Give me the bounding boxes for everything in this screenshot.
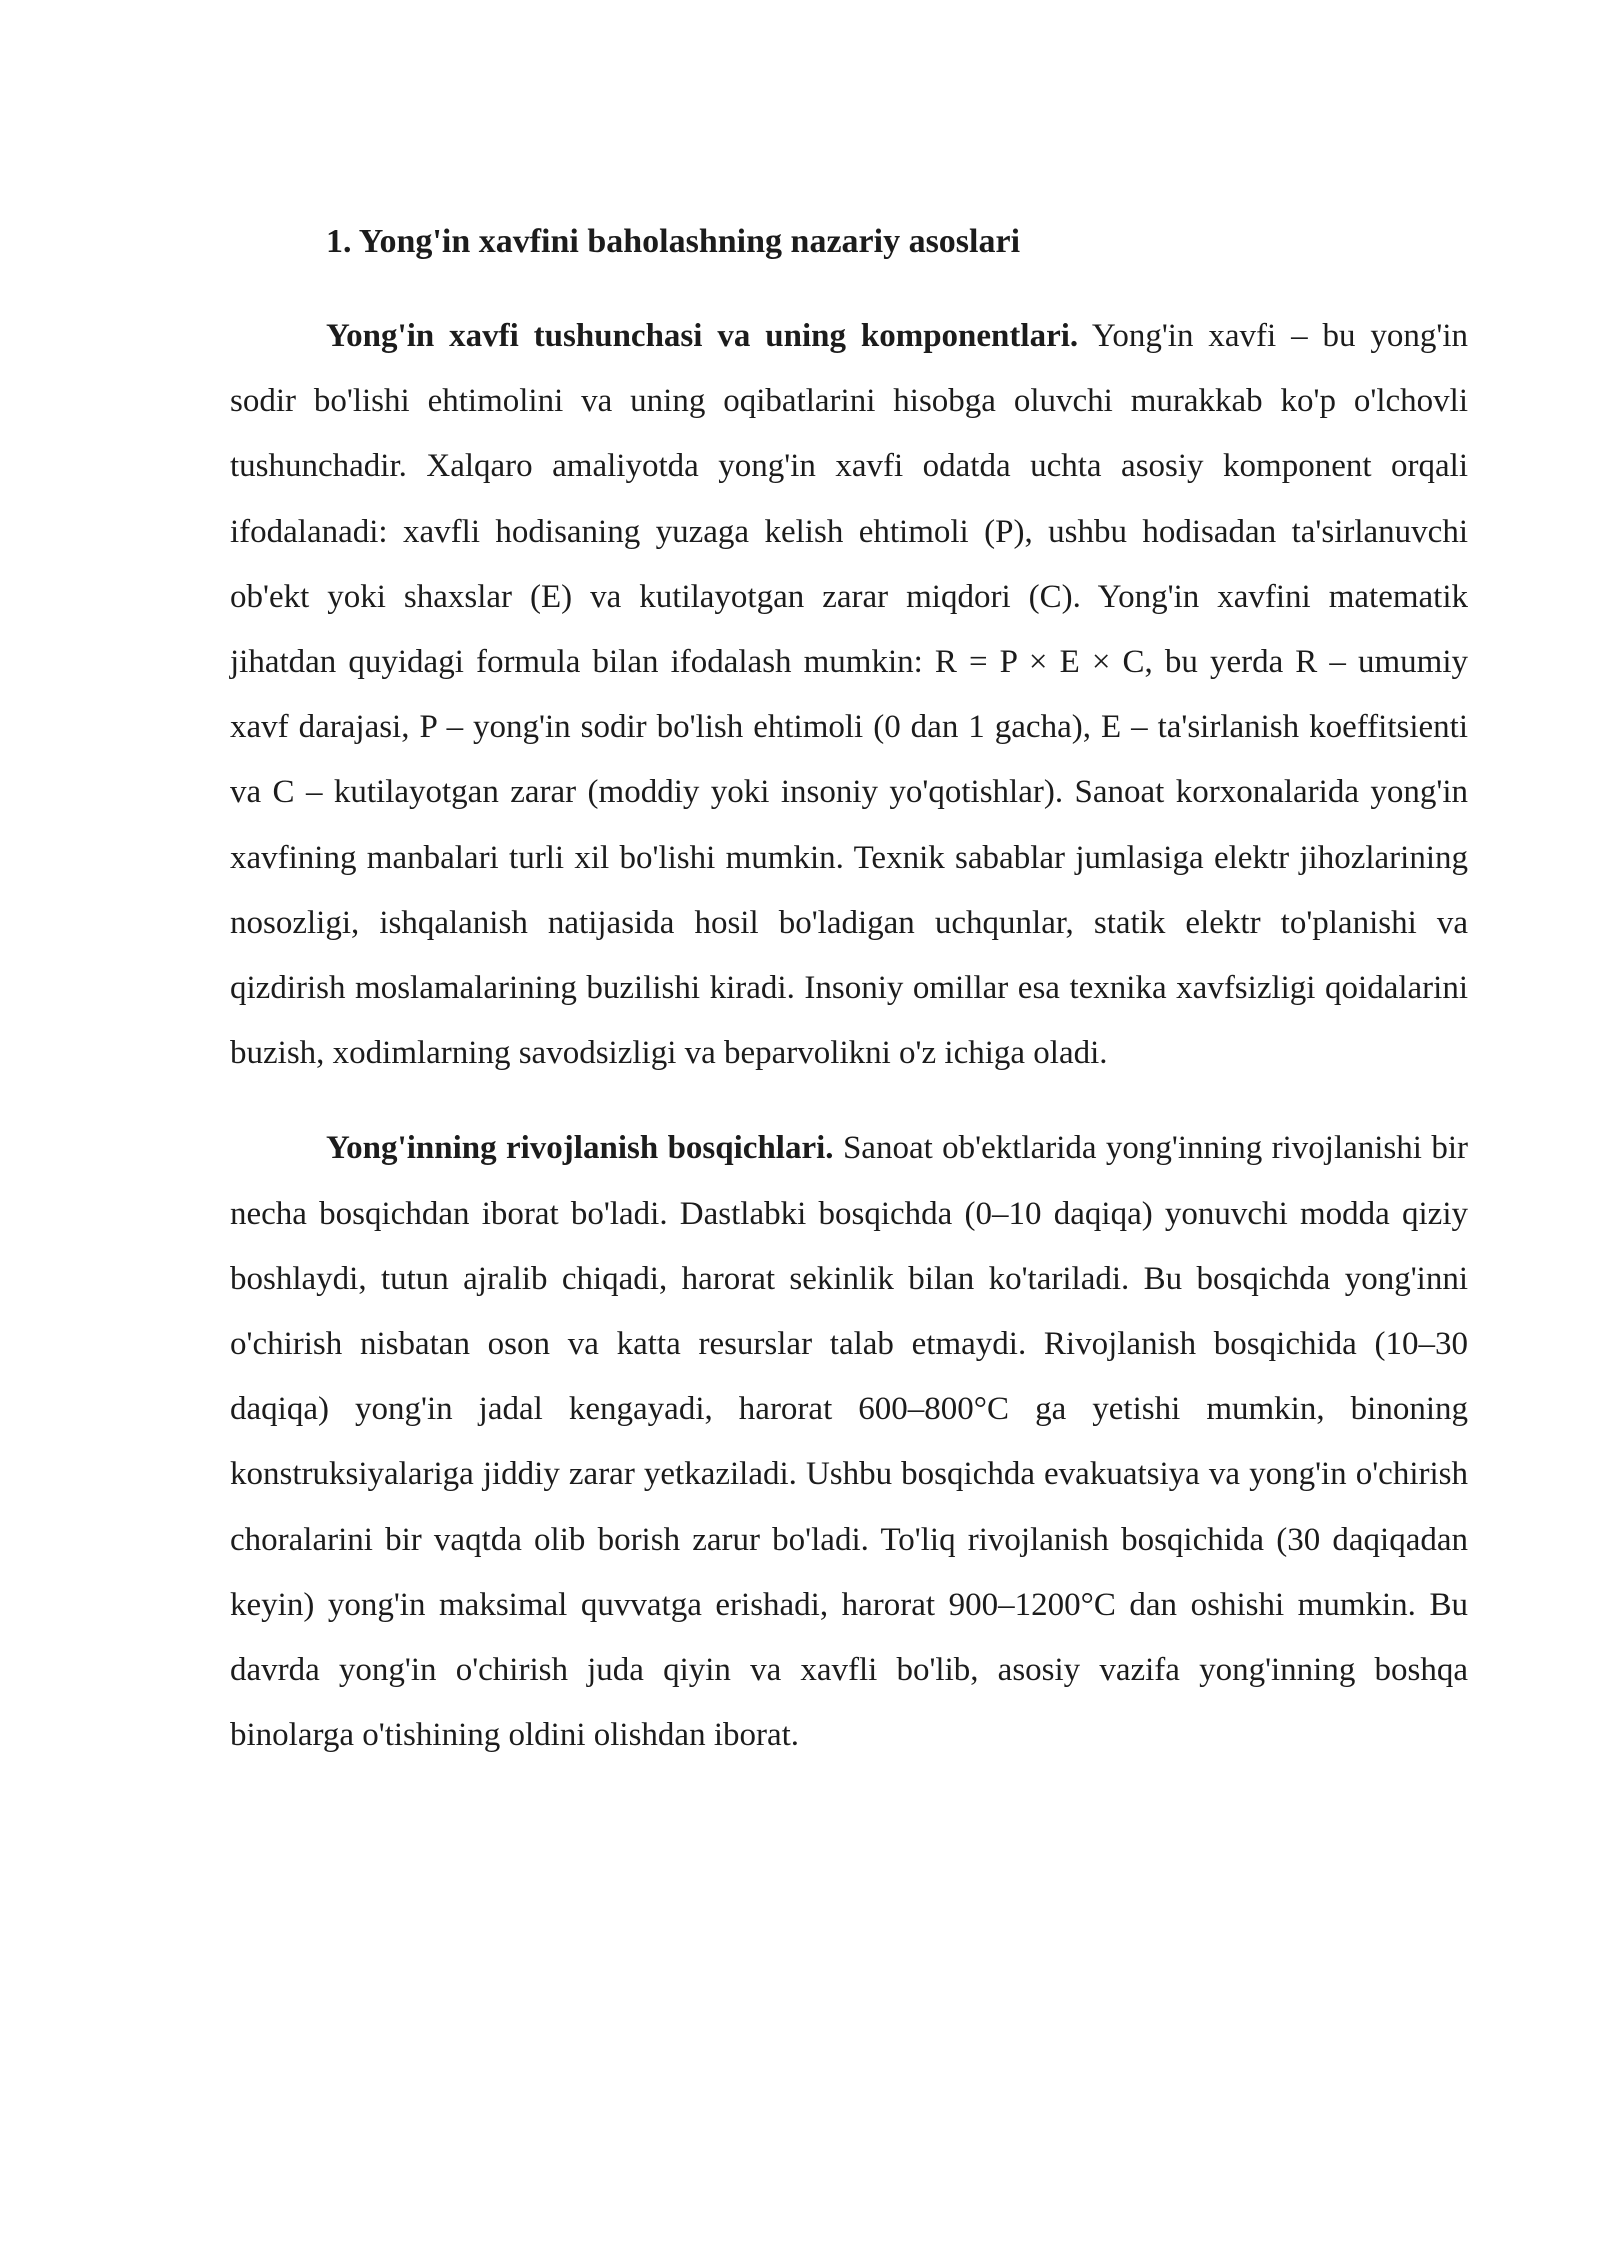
section-heading: 1. Yong'in xavfini baholashning nazariy asoslari <box>326 223 1021 260</box>
paragraph-fire-stages <box>230 1116 1468 1768</box>
paragraph-fire-risk-concept <box>230 304 1468 1086</box>
page-content <box>230 218 1468 1798</box>
paragraph-text: Sanoat ob'ektlarida yong'inning rivojlanishi bir necha bosqichdan iborat bo'ladi. Dastlabki bosqichda (0–10 daqiqa) yonuvchi modda qiziy boshlaydi, tutun ajralib chiqadi, harorat sekinlik bilan ko'tariladi. Bu bosqichda yong'inni o'chirish nisbatan oson va katta resurslar talab etmaydi. Rivojlanish bosqichida (10–30 daqiqa) yong'in jadal kengayadi, harorat 600–800°C ga yetishi mumkin, binoning konstruksiyalariga jiddiy zarar yetkaziladi. Ushbu bosqichda evakuatsiya va yong'in o'chirish choralarini bir vaqtda olib borish zarur bo'ladi. To'liq rivojlanish bosqichida (30 daqiqadan keyin) yong'in maksimal quvvatga erishadi, harorat 900–1200°C dan oshishi mumkin. Bu davrda yong'in o'chirish juda qiyin va xavfli bo'lib, asosiy vazifa yong'inning boshqa binolarga o'tishining oldini olishdan iborat. <box>230 1130 1468 1754</box>
paragraph-lead: Yong'inning rivojlanish bosqichlari. <box>326 1130 834 1167</box>
paragraph-lead: Yong'in xavfi tushunchasi va uning komponentlari. <box>326 318 1079 354</box>
paragraph-text: Yong'in xavfi – bu yong'in sodir bo'lishi ehtimolini va uning oqibatlarini hisobga oluvchi murakkab ko'p o'lchovli tushunchadir. Xalqaro amaliyotda yong'in xavfi odatda uchta asosiy komponent orqali ifodalanadi: xavfli hodisaning yuzaga kelish ehtimoli (P), ushbu hodisadan ta'sirlanuvchi ob'ekt yoki shaxslar (E) va kutilayotgan zarar miqdori (C). Yong'in xavfini matematik jihatdan quyidagi formula bilan ifodalash mumkin: R = P × E × C, bu yerda R – umumiy xavf darajasi, P – yong'in sodir bo'lish ehtimoli (0 dan 1 gacha), E – ta'sirlanish koeffitsienti va C – kutilayotgan zarar (moddiy yoki insoniy yo'qotishlar). Sanoat korxonalarida yong'in xavfining manbalari turli xil bo'lishi mumkin. Texnik sabablar jumlasiga elektr jihozlarining nosozligi, ishqalanish natijasida hosil bo'ladigan uchqunlar, statik elektr to'planishi va qizdirish moslamalarining buzilishi kiradi. Insoniy omillar esa texnika xavfsizligi qoidalarini buzish, xodimlarning savodsizligi va beparvolikni o'z ichiga oladi. <box>230 318 1468 1072</box>
